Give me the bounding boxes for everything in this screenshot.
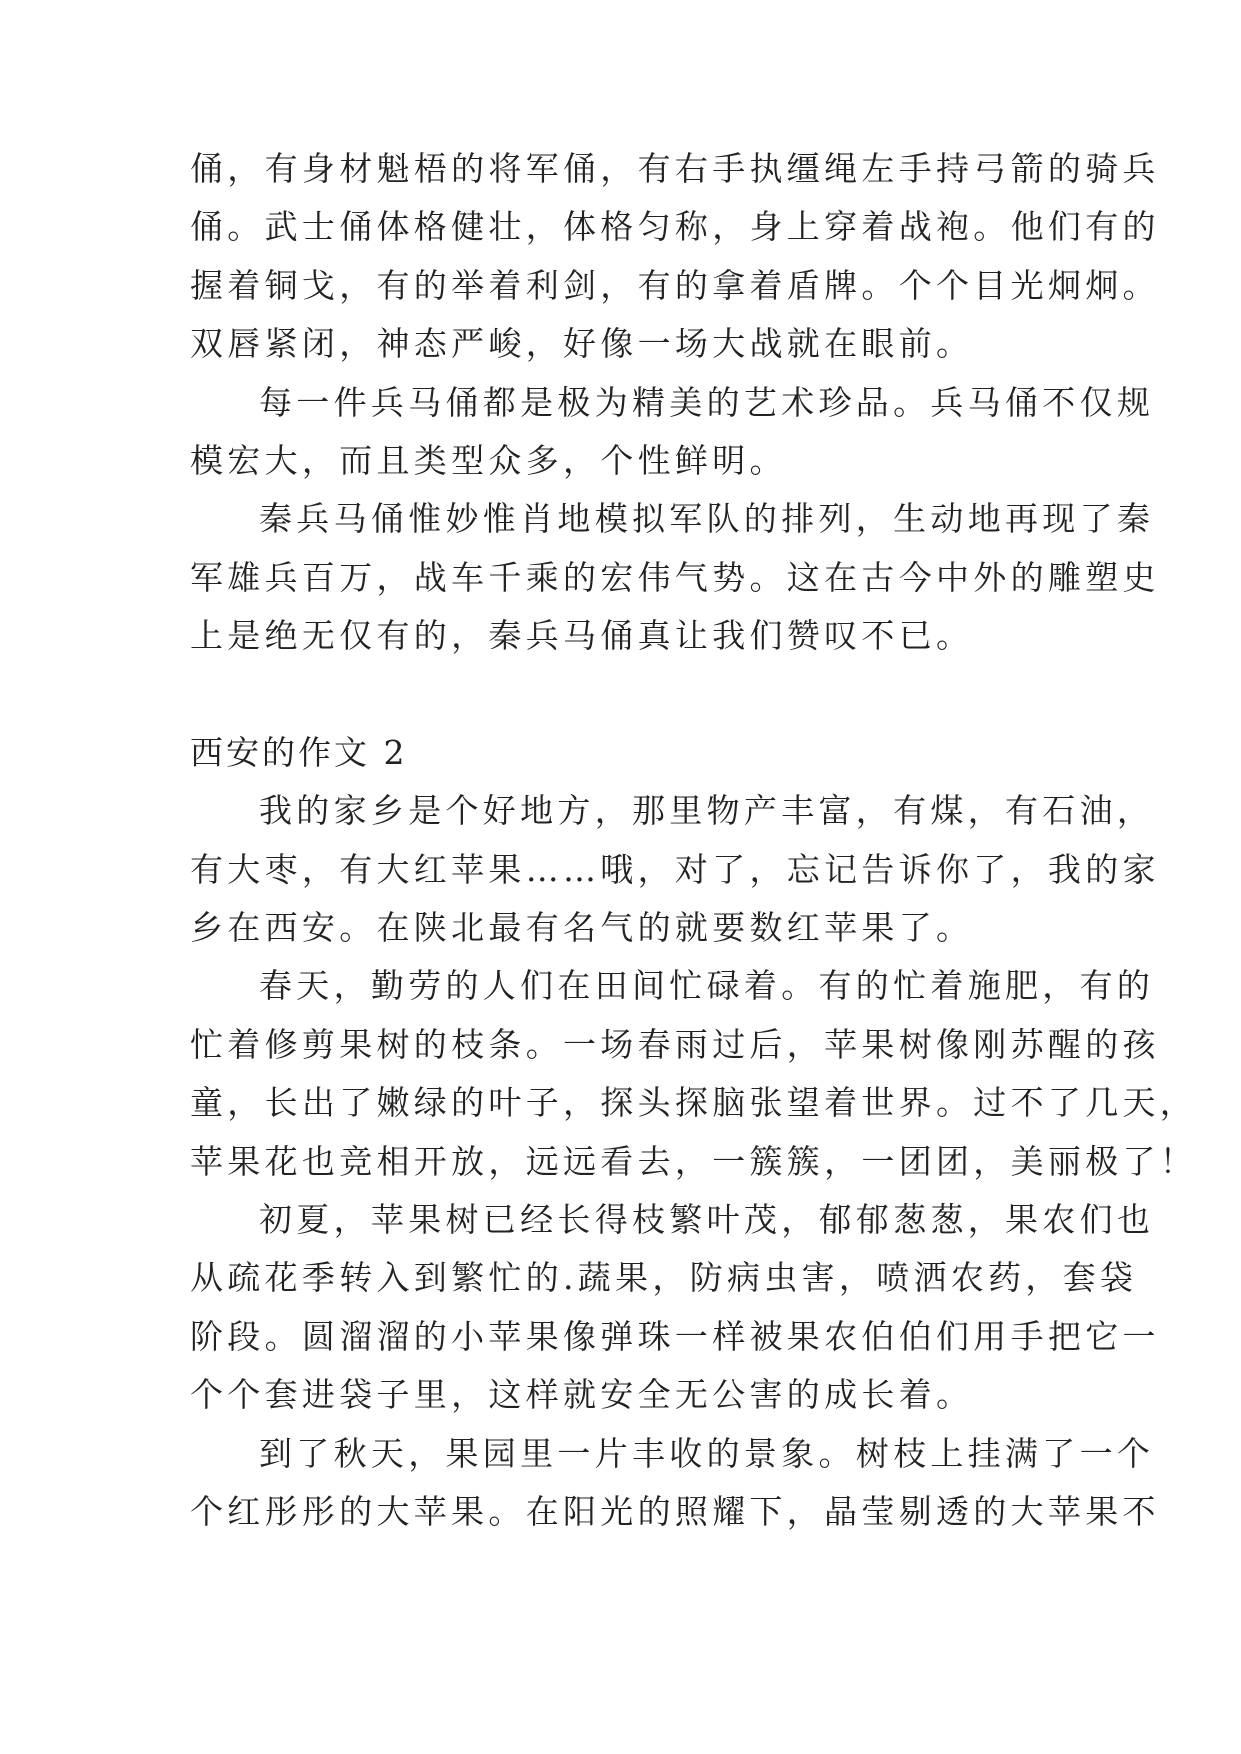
paragraph-line: 从疏花季转入到繁忙的.蔬果，防病虫害，喷洒农药，套袋: [190, 1258, 1138, 1298]
paragraph-line: 每一件兵马俑都是极为精美的艺术珍品。兵马俑不仅规: [259, 382, 1155, 422]
paragraph-line: 个个套进袋子里，这样就安全无公害的成长着。: [190, 1375, 974, 1415]
paragraph-line: 童，长出了嫩绿的叶子，探头探脑张望着世界。过不了几天，: [190, 1083, 1198, 1123]
paragraph-line: 春天，勤劳的人们在田间忙碌着。有的忙着施肥，有的: [259, 966, 1155, 1006]
paragraph-line: 阶段。圆溜溜的小苹果像弹珠一样被果农伯伯们用手把它一: [190, 1316, 1160, 1356]
paragraph-line: 俑。武士俑体格健壮，体格匀称，身上穿着战袍。他们有的: [190, 207, 1160, 247]
paragraph-line: 有大枣，有大红苹果……哦，对了，忘记告诉你了，我的家: [190, 849, 1160, 889]
paragraph-line: 个红彤彤的大苹果。在阳光的照耀下，晶莹剔透的大苹果不: [190, 1491, 1160, 1531]
paragraph-line: 忙着修剪果树的枝条。一场春雨过后，苹果树像刚苏醒的孩: [190, 1024, 1160, 1064]
paragraph-line: 秦兵马俑惟妙惟肖地模拟军队的排列，生动地再现了秦: [259, 499, 1155, 539]
document-body: [190, 140, 1198, 1541]
paragraph-line: 初夏，苹果树已经长得枝繁叶茂，郁郁葱葱，果农们也: [259, 1200, 1155, 1240]
paragraph-line: 双唇紧闭，神态严峻，好像一场大战就在眼前。: [190, 324, 974, 364]
section-heading: 西安的作文 2: [190, 732, 408, 772]
paragraph-line: 乡在西安。在陕北最有名气的就要数红苹果了。: [190, 908, 974, 948]
paragraph-line: 军雄兵百万，战车千乘的宏伟气势。这在古今中外的雕塑史: [190, 557, 1160, 597]
paragraph-line: 我的家乡是个好地方，那里物产丰富，有煤，有石油，: [259, 791, 1155, 831]
paragraph-line: 到了秋天，果园里一片丰收的景象。树枝上挂满了一个: [259, 1433, 1155, 1473]
paragraph-line: 俑，有身材魁梧的将军俑，有右手执缰绳左手持弓箭的骑兵: [190, 149, 1160, 188]
section-gap: [190, 666, 1070, 724]
paragraph-line: 模宏大，而且类型众多，个性鲜明。: [190, 440, 787, 480]
paragraph-line: 握着铜戈，有的举着利剑，有的拿着盾牌。个个目光炯炯。: [190, 265, 1160, 305]
paragraph-line: 苹果花也竞相开放，远远看去，一簇簇，一团团，美丽极了！: [190, 1141, 1198, 1181]
paragraph-line: 上是绝无仅有的，秦兵马俑真让我们赞叹不已。: [190, 616, 974, 656]
